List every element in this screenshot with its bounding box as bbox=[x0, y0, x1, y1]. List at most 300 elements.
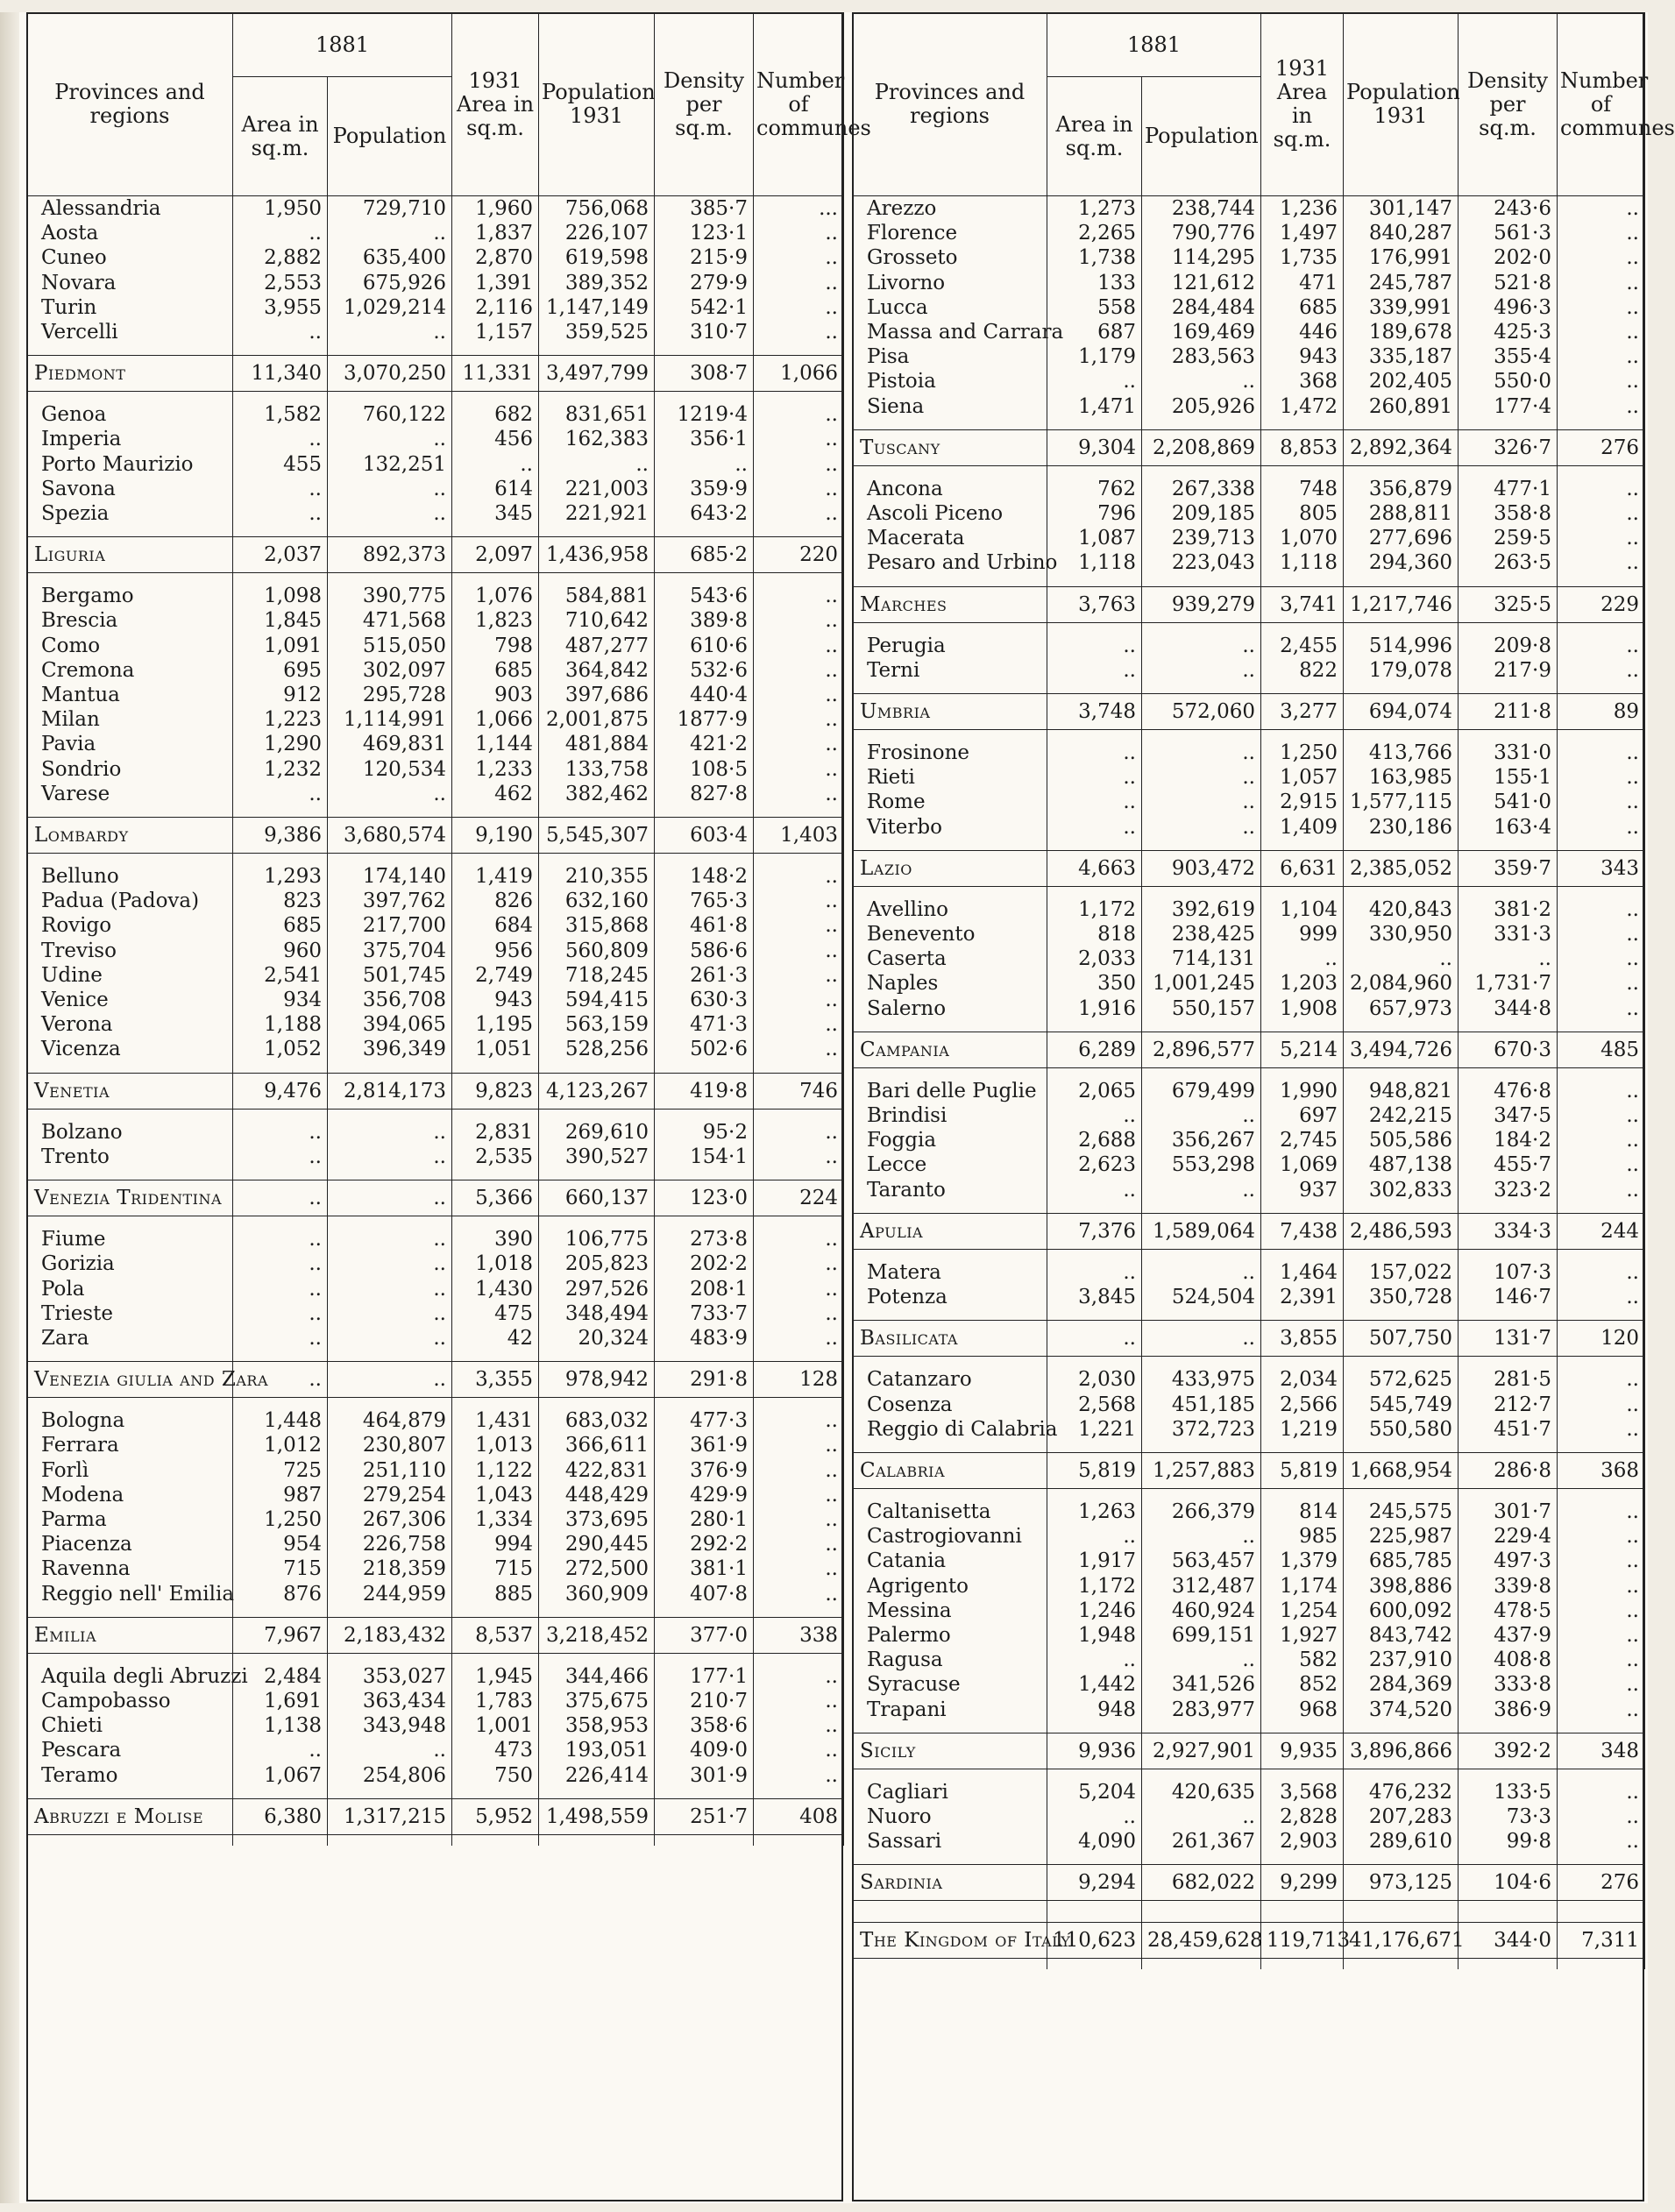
communes: .. bbox=[1558, 946, 1645, 971]
region-total-row bbox=[853, 429, 1645, 465]
population-1931: 359,525 bbox=[539, 320, 655, 344]
province-row bbox=[27, 1689, 844, 1713]
population-1881: 283,563 bbox=[1142, 344, 1261, 369]
province-row bbox=[853, 741, 1645, 765]
area-1881: .. bbox=[233, 1120, 328, 1145]
province-row bbox=[27, 271, 844, 295]
area-1881: 6,380 bbox=[233, 1798, 328, 1834]
population-1881: 550,157 bbox=[1142, 996, 1261, 1021]
row-spacer bbox=[27, 1788, 844, 1799]
province-row bbox=[27, 196, 844, 221]
area-1931: 2,455 bbox=[1261, 634, 1344, 658]
population-1881: 226,758 bbox=[328, 1532, 452, 1556]
area-1881: 987 bbox=[233, 1483, 328, 1507]
density: .. bbox=[1459, 946, 1558, 971]
province-name: Lucca bbox=[853, 295, 1047, 320]
density: 333·8 bbox=[1459, 1672, 1558, 1697]
population-1881: .. bbox=[1142, 1178, 1261, 1202]
province-name: Bologna bbox=[27, 1408, 233, 1433]
province-row bbox=[27, 1507, 844, 1532]
area-1881: 960 bbox=[233, 939, 328, 963]
population-1881: 375,704 bbox=[328, 939, 452, 963]
density: 586·6 bbox=[655, 939, 754, 963]
communes: .. bbox=[754, 1037, 844, 1061]
density: 389·8 bbox=[655, 608, 754, 633]
area-1881: .. bbox=[1047, 765, 1142, 790]
province-name: Venice bbox=[27, 988, 233, 1012]
communes: 1,066 bbox=[754, 356, 844, 392]
province-name: Potenza bbox=[853, 1285, 1047, 1309]
header-area-1931: 1931 Area in sq.m. bbox=[452, 13, 539, 196]
area-1931: 345 bbox=[452, 501, 539, 526]
density: 455·7 bbox=[1459, 1152, 1558, 1177]
area-1881: 685 bbox=[233, 913, 328, 938]
population-1881: 1,589,064 bbox=[1142, 1213, 1261, 1249]
communes: .. bbox=[1558, 320, 1645, 344]
population-1881: 2,896,577 bbox=[1142, 1032, 1261, 1067]
area-1881: .. bbox=[233, 1738, 328, 1762]
communes: .. bbox=[1558, 196, 1645, 221]
area-1931: 9,823 bbox=[452, 1073, 539, 1109]
density: 361·9 bbox=[655, 1433, 754, 1457]
population-1881: .. bbox=[328, 501, 452, 526]
area-1931: 582 bbox=[1261, 1648, 1344, 1672]
density: 477·1 bbox=[1459, 477, 1558, 501]
area-1881: .. bbox=[1047, 741, 1142, 765]
density: 308·7 bbox=[655, 356, 754, 392]
area-1881: .. bbox=[233, 1301, 328, 1326]
province-row bbox=[853, 295, 1645, 320]
density: 99·8 bbox=[1459, 1829, 1558, 1854]
communes: .. bbox=[754, 221, 844, 245]
province-name: Zara bbox=[27, 1326, 233, 1351]
province-name: Treviso bbox=[27, 939, 233, 963]
density: 123·1 bbox=[655, 221, 754, 245]
density: 356·1 bbox=[655, 427, 754, 451]
area-1881: 2,030 bbox=[1047, 1367, 1142, 1392]
communes: .. bbox=[754, 864, 844, 889]
communes: 276 bbox=[1558, 429, 1645, 465]
table-panel-right bbox=[852, 12, 1675, 2201]
communes: .. bbox=[754, 608, 844, 633]
communes: .. bbox=[754, 782, 844, 806]
area-1881: .. bbox=[1047, 1804, 1142, 1829]
area-1881: .. bbox=[233, 1180, 328, 1216]
population-1881: 372,723 bbox=[1142, 1417, 1261, 1442]
table-panel-left bbox=[26, 12, 871, 2201]
area-1881: 1,738 bbox=[1047, 245, 1142, 270]
area-1931: 8,853 bbox=[1261, 429, 1344, 465]
province-name: Cuneo bbox=[27, 245, 233, 270]
population-1881: 205,926 bbox=[1142, 394, 1261, 419]
province-row bbox=[27, 1433, 844, 1457]
density: 477·3 bbox=[655, 1408, 754, 1433]
province-name: Arezzo bbox=[853, 196, 1047, 221]
population-1881: 267,338 bbox=[1142, 477, 1261, 501]
area-1931: 1,018 bbox=[452, 1251, 539, 1276]
population-1931: 1,147,149 bbox=[539, 295, 655, 320]
density: 131·7 bbox=[1459, 1321, 1558, 1357]
population-1931: 284,369 bbox=[1344, 1672, 1459, 1697]
population-1881: .. bbox=[328, 221, 452, 245]
province-name: Aquila degli Abruzzi bbox=[27, 1664, 233, 1689]
area-1881: 11,340 bbox=[233, 356, 328, 392]
area-1881: 9,294 bbox=[1047, 1865, 1142, 1901]
area-1931: 822 bbox=[1261, 658, 1344, 683]
province-row bbox=[853, 634, 1645, 658]
population-1881: 903,472 bbox=[1142, 850, 1261, 886]
row-spacer bbox=[27, 1169, 844, 1180]
row-spacer bbox=[27, 1653, 844, 1664]
province-row bbox=[853, 271, 1645, 295]
area-1881: 2,033 bbox=[1047, 946, 1142, 971]
communes: 338 bbox=[754, 1617, 844, 1653]
province-row bbox=[853, 196, 1645, 221]
communes: .. bbox=[1558, 221, 1645, 245]
communes: .. bbox=[1558, 815, 1645, 840]
population-1931: 413,766 bbox=[1344, 741, 1459, 765]
density: 334·3 bbox=[1459, 1213, 1558, 1249]
population-1931: 162,383 bbox=[539, 427, 655, 451]
area-1881: 1,293 bbox=[233, 864, 328, 889]
area-1931: 943 bbox=[1261, 344, 1344, 369]
row-spacer bbox=[853, 622, 1645, 634]
communes: .. bbox=[754, 452, 844, 477]
population-1881: 28,459,628 bbox=[1142, 1923, 1261, 1959]
area-1931: 1,927 bbox=[1261, 1623, 1344, 1648]
population-1881: 174,140 bbox=[328, 864, 452, 889]
population-1881: 390,775 bbox=[328, 584, 452, 608]
area-1881: 1,052 bbox=[233, 1037, 328, 1061]
area-1881: 948 bbox=[1047, 1698, 1142, 1722]
area-1931: 471 bbox=[1261, 271, 1344, 295]
header-area-1881: Area in sq.m. bbox=[233, 77, 328, 196]
population-1881: 217,700 bbox=[328, 913, 452, 938]
communes: .. bbox=[754, 1227, 844, 1251]
province-name: Trapani bbox=[853, 1698, 1047, 1722]
province-name: Emilia bbox=[27, 1617, 233, 1653]
province-name: Sondrio bbox=[27, 757, 233, 782]
province-name: Padua (Padova) bbox=[27, 889, 233, 913]
population-1881: 356,708 bbox=[328, 988, 452, 1012]
population-1931: 360,909 bbox=[539, 1582, 655, 1606]
density: 177·1 bbox=[655, 1664, 754, 1689]
communes: .. bbox=[754, 939, 844, 963]
province-name: Florence bbox=[853, 221, 1047, 245]
area-1931: 2,870 bbox=[452, 245, 539, 270]
population-1881: .. bbox=[328, 320, 452, 344]
province-name: Pescara bbox=[27, 1738, 233, 1762]
province-name: Reggio nell' Emilia bbox=[27, 1582, 233, 1606]
row-spacer bbox=[853, 1309, 1645, 1321]
province-row bbox=[853, 1549, 1645, 1573]
communes: 128 bbox=[754, 1362, 844, 1398]
province-name: Savona bbox=[27, 477, 233, 501]
province-row bbox=[27, 1120, 844, 1145]
population-1931: 210,355 bbox=[539, 864, 655, 889]
population-1931: 843,742 bbox=[1344, 1623, 1459, 1648]
communes: .. bbox=[754, 757, 844, 782]
density: 281·5 bbox=[1459, 1367, 1558, 1392]
province-row bbox=[853, 550, 1645, 575]
communes: 276 bbox=[1558, 1865, 1645, 1901]
density: 301·7 bbox=[1459, 1499, 1558, 1524]
province-row bbox=[27, 683, 844, 707]
row-spacer bbox=[853, 1722, 1645, 1733]
province-name: Vicenza bbox=[27, 1037, 233, 1061]
province-name: Modena bbox=[27, 1483, 233, 1507]
row-spacer bbox=[853, 840, 1645, 851]
communes: .. bbox=[754, 1145, 844, 1169]
region-total-row bbox=[853, 850, 1645, 886]
province-name: Lazio bbox=[853, 850, 1047, 886]
area-1931: 1,334 bbox=[452, 1507, 539, 1532]
province-name: Frosinone bbox=[853, 741, 1047, 765]
population-1931: 237,910 bbox=[1344, 1648, 1459, 1672]
area-1881: .. bbox=[233, 1145, 328, 1169]
population-1881: .. bbox=[328, 1362, 452, 1398]
communes: .. bbox=[754, 707, 844, 732]
population-1931: 297,526 bbox=[539, 1277, 655, 1301]
population-1881: 451,185 bbox=[1142, 1393, 1261, 1417]
communes: .. bbox=[1558, 1260, 1645, 1285]
province-name: Abruzzi e Molise bbox=[27, 1798, 233, 1834]
density: 440·4 bbox=[655, 683, 754, 707]
population-1931: 389,352 bbox=[539, 271, 655, 295]
province-name: Sicily bbox=[853, 1733, 1047, 1769]
row-spacer bbox=[853, 1442, 1645, 1453]
row-spacer bbox=[27, 1834, 844, 1846]
communes: .. bbox=[754, 913, 844, 938]
population-1881: 244,959 bbox=[328, 1582, 452, 1606]
area-1881: 762 bbox=[1047, 477, 1142, 501]
area-1881: 1,250 bbox=[233, 1507, 328, 1532]
population-1931: 207,283 bbox=[1344, 1804, 1459, 1829]
population-1931: 487,277 bbox=[539, 634, 655, 658]
communes: .. bbox=[754, 732, 844, 756]
province-row bbox=[27, 1251, 844, 1276]
communes: 348 bbox=[1558, 1733, 1645, 1769]
population-1881: 460,924 bbox=[1142, 1599, 1261, 1623]
province-name: Piedmont bbox=[27, 356, 233, 392]
population-1881: 1,029,214 bbox=[328, 295, 452, 320]
density: 108·5 bbox=[655, 757, 754, 782]
province-name: Ravenna bbox=[27, 1556, 233, 1581]
population-1881: 469,831 bbox=[328, 732, 452, 756]
communes: .. bbox=[754, 988, 844, 1012]
province-row bbox=[27, 1145, 844, 1169]
area-1931: 814 bbox=[1261, 1499, 1344, 1524]
population-1881: .. bbox=[328, 1120, 452, 1145]
province-row bbox=[27, 501, 844, 526]
area-1931: 42 bbox=[452, 1326, 539, 1351]
density: 386·9 bbox=[1459, 1698, 1558, 1722]
communes: .. bbox=[754, 1763, 844, 1788]
province-row bbox=[853, 1367, 1645, 1392]
province-name: Bergamo bbox=[27, 584, 233, 608]
communes: .. bbox=[1558, 790, 1645, 814]
area-1881: 1,188 bbox=[233, 1012, 328, 1037]
density: 347·5 bbox=[1459, 1103, 1558, 1128]
area-1881: 9,304 bbox=[1047, 429, 1142, 465]
region-total-row bbox=[853, 1321, 1645, 1357]
province-name: Catanzaro bbox=[853, 1367, 1047, 1392]
province-row bbox=[853, 344, 1645, 369]
population-1931: 205,823 bbox=[539, 1251, 655, 1276]
area-1931: 368 bbox=[1261, 369, 1344, 393]
density: 259·5 bbox=[1459, 526, 1558, 550]
province-row bbox=[27, 1458, 844, 1483]
province-name: Caltanisetta bbox=[853, 1499, 1047, 1524]
province-row bbox=[27, 427, 844, 451]
population-1881: 266,379 bbox=[1142, 1499, 1261, 1524]
area-1931: 462 bbox=[452, 782, 539, 806]
province-row bbox=[853, 971, 1645, 996]
area-1881: 954 bbox=[233, 1532, 328, 1556]
province-row bbox=[853, 1178, 1645, 1202]
province-row bbox=[853, 245, 1645, 270]
population-1931: 176,991 bbox=[1344, 245, 1459, 270]
population-1931: 619,598 bbox=[539, 245, 655, 270]
area-1881: 876 bbox=[233, 1582, 328, 1606]
population-1881: 563,457 bbox=[1142, 1549, 1261, 1573]
province-row bbox=[27, 608, 844, 633]
table-body-left bbox=[26, 196, 844, 1846]
area-1931: 805 bbox=[1261, 501, 1344, 526]
row-spacer bbox=[853, 1021, 1645, 1032]
communes: .. bbox=[754, 402, 844, 427]
population-1931: 348,494 bbox=[539, 1301, 655, 1326]
communes: .. bbox=[1558, 1152, 1645, 1177]
area-1881: 9,476 bbox=[233, 1073, 328, 1109]
population-1931: 225,987 bbox=[1344, 1524, 1459, 1549]
area-1931: 943 bbox=[452, 988, 539, 1012]
province-row bbox=[853, 897, 1645, 922]
area-1881: 1,246 bbox=[1047, 1599, 1142, 1623]
population-1931: 422,831 bbox=[539, 1458, 655, 1483]
population-1931: 289,610 bbox=[1344, 1829, 1459, 1854]
province-row bbox=[853, 1574, 1645, 1599]
province-name: Milan bbox=[27, 707, 233, 732]
population-1881: 464,879 bbox=[328, 1408, 452, 1433]
province-name: Verona bbox=[27, 1012, 233, 1037]
area-1881: .. bbox=[1047, 1260, 1142, 1285]
population-1931: 301,147 bbox=[1344, 196, 1459, 221]
area-1881: 695 bbox=[233, 658, 328, 683]
density: 670·3 bbox=[1459, 1032, 1558, 1067]
area-1881: 1,087 bbox=[1047, 526, 1142, 550]
population-1881: 302,097 bbox=[328, 658, 452, 683]
density: 685·2 bbox=[655, 537, 754, 573]
density: .. bbox=[655, 452, 754, 477]
province-row bbox=[27, 1738, 844, 1762]
province-row bbox=[853, 1285, 1645, 1309]
area-1931: 5,366 bbox=[452, 1180, 539, 1216]
table-body-right bbox=[852, 196, 1645, 1969]
density: 339·8 bbox=[1459, 1574, 1558, 1599]
area-1931: 685 bbox=[452, 658, 539, 683]
area-1881: .. bbox=[233, 477, 328, 501]
province-name: Perugia bbox=[853, 634, 1047, 658]
density: 542·1 bbox=[655, 295, 754, 320]
area-1931: 475 bbox=[452, 1301, 539, 1326]
communes: .. bbox=[1558, 996, 1645, 1021]
density: 344·0 bbox=[1459, 1923, 1558, 1959]
province-row bbox=[853, 922, 1645, 946]
header-communes: Number of communes bbox=[754, 13, 844, 196]
area-1881: 1,290 bbox=[233, 732, 328, 756]
province-row bbox=[27, 988, 844, 1012]
province-name: Avellino bbox=[853, 897, 1047, 922]
population-1931: 269,610 bbox=[539, 1120, 655, 1145]
province-name: Venezia Tridentina bbox=[27, 1180, 233, 1216]
page-sheet bbox=[19, 12, 1675, 2203]
density: 543·6 bbox=[655, 584, 754, 608]
communes: .. bbox=[1558, 897, 1645, 922]
communes: .. bbox=[1558, 369, 1645, 393]
population-1931: 245,787 bbox=[1344, 271, 1459, 295]
population-1931: 356,879 bbox=[1344, 477, 1459, 501]
row-spacer bbox=[853, 1357, 1645, 1368]
province-row bbox=[27, 295, 844, 320]
row-spacer bbox=[27, 1398, 844, 1409]
population-1931: 364,842 bbox=[539, 658, 655, 683]
area-1881: 2,265 bbox=[1047, 221, 1142, 245]
population-1931: 683,032 bbox=[539, 1408, 655, 1433]
population-1931: 563,159 bbox=[539, 1012, 655, 1037]
population-1931: 685,785 bbox=[1344, 1549, 1459, 1573]
province-row bbox=[853, 1829, 1645, 1854]
density: 301·9 bbox=[655, 1763, 754, 1788]
communes: .. bbox=[1558, 1103, 1645, 1128]
province-name: Palermo bbox=[853, 1623, 1047, 1648]
population-1931: 230,186 bbox=[1344, 815, 1459, 840]
area-1881: 2,688 bbox=[1047, 1128, 1142, 1152]
density: 385·7 bbox=[655, 196, 754, 221]
area-1931: 1,057 bbox=[1261, 765, 1344, 790]
province-row bbox=[853, 1260, 1645, 1285]
density: 532·6 bbox=[655, 658, 754, 683]
population-1931: 272,500 bbox=[539, 1556, 655, 1581]
population-1881: 1,317,215 bbox=[328, 1798, 452, 1834]
area-1881: 2,623 bbox=[1047, 1152, 1142, 1177]
population-1931: 163,985 bbox=[1344, 765, 1459, 790]
communes: 220 bbox=[754, 537, 844, 573]
province-row bbox=[27, 1483, 844, 1507]
population-1881: 2,208,869 bbox=[1142, 429, 1261, 465]
density: 409·0 bbox=[655, 1738, 754, 1762]
density: 827·8 bbox=[655, 782, 754, 806]
province-name: Agrigento bbox=[853, 1574, 1047, 1599]
region-total-row bbox=[27, 1362, 844, 1398]
population-1881: 2,814,173 bbox=[328, 1073, 452, 1109]
population-1881: 2,183,432 bbox=[328, 1617, 452, 1653]
area-1931: 985 bbox=[1261, 1524, 1344, 1549]
area-1931: 1,104 bbox=[1261, 897, 1344, 922]
area-1881: .. bbox=[233, 1326, 328, 1351]
province-row bbox=[853, 658, 1645, 683]
area-1881: 3,845 bbox=[1047, 1285, 1142, 1309]
communes: ... bbox=[754, 196, 844, 221]
province-row bbox=[853, 946, 1645, 971]
area-1881: 912 bbox=[233, 683, 328, 707]
province-name: Spezia bbox=[27, 501, 233, 526]
area-1931: 3,355 bbox=[452, 1362, 539, 1398]
province-row bbox=[27, 757, 844, 782]
area-1881: .. bbox=[233, 1277, 328, 1301]
density: 212·7 bbox=[1459, 1393, 1558, 1417]
density: 104·6 bbox=[1459, 1865, 1558, 1901]
